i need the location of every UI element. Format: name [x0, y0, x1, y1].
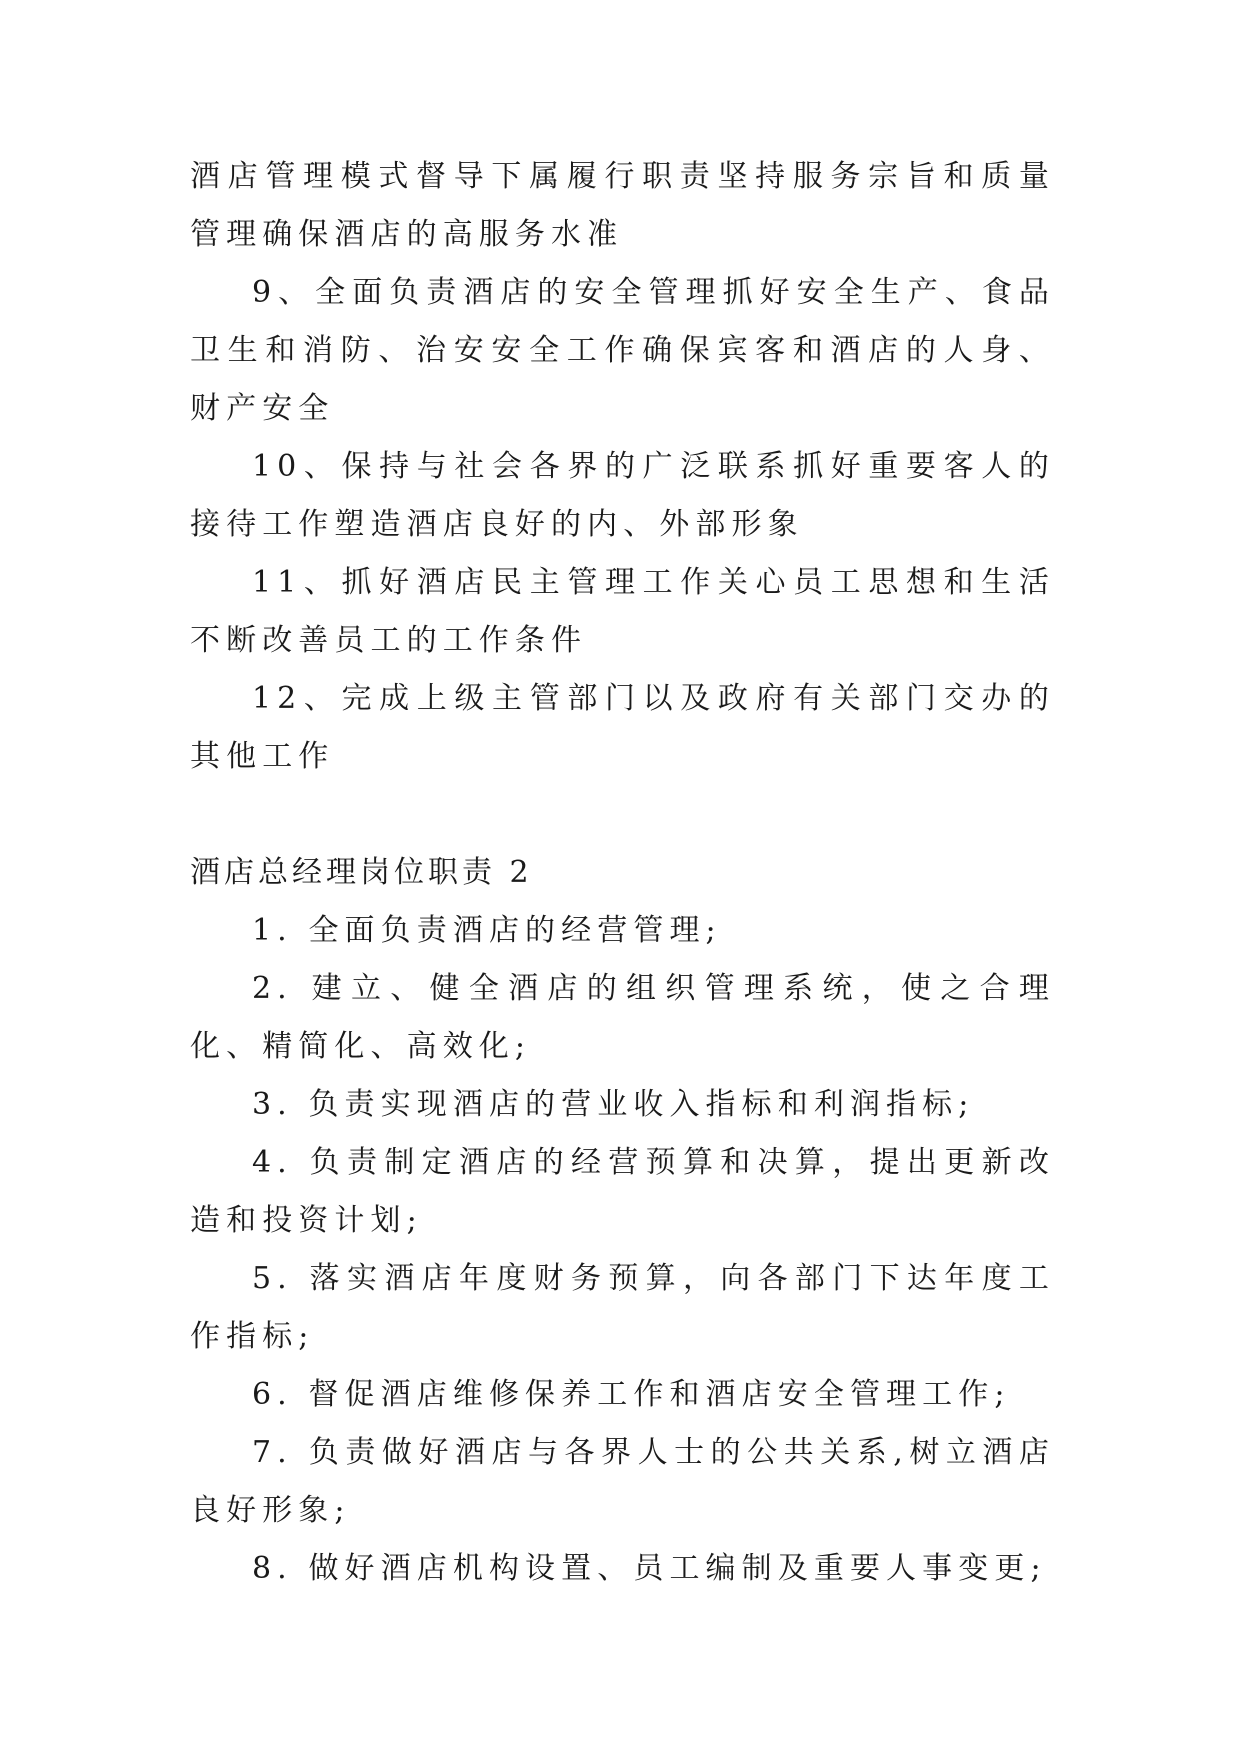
duty-item-2: 2. 建立、健全酒店的组织管理系统，使之合理化、精简化、高效化; — [190, 971, 1055, 1064]
duty-item-4: 4. 负责制定酒店的经营预算和决算，提出更新改造和投资计划; — [190, 1145, 1055, 1238]
paragraph-item-12: 12、完成上级主管部门以及政府有关部门交办的其他工作 — [190, 681, 1055, 774]
duty-item-1: 1. 全面负责酒店的经营管理; — [252, 913, 722, 948]
duty-item-6: 6. 督促酒店维修保养工作和酒店安全管理工作; — [252, 1377, 1011, 1412]
duty-item-5: 5. 落实酒店年度财务预算，向各部门下达年度工作指标; — [190, 1261, 1055, 1354]
paragraph-item-9: 9、全面负责酒店的安全管理抓好安全生产、食品卫生和消防、治安安全工作确保宾客和酒店的人身、财产安全 — [190, 275, 1055, 426]
section-spacer — [190, 786, 1055, 844]
duty-item-3: 3. 负责实现酒店的营业收入指标和利润指标; — [252, 1087, 975, 1122]
section-title: 酒店总经理岗位职责 2 — [190, 855, 533, 890]
duty-item-8: 8. 做好酒店机构设置、员工编制及重要人事变更; — [252, 1551, 1047, 1586]
paragraph-item-11: 11、抓好酒店民主管理工作关心员工思想和生活不断改善员工的工作条件 — [190, 565, 1055, 658]
paragraph-item-10: 10、保持与社会各界的广泛联系抓好重要客人的接待工作塑造酒店良好的内、外部形象 — [190, 449, 1055, 542]
paragraph-continuation: 酒店管理模式督导下属履行职责坚持服务宗旨和质量管理确保酒店的高服务水准 — [190, 159, 1055, 252]
duty-item-7: 7. 负责做好酒店与各界人士的公共关系,树立酒店良好形象; — [190, 1435, 1055, 1528]
